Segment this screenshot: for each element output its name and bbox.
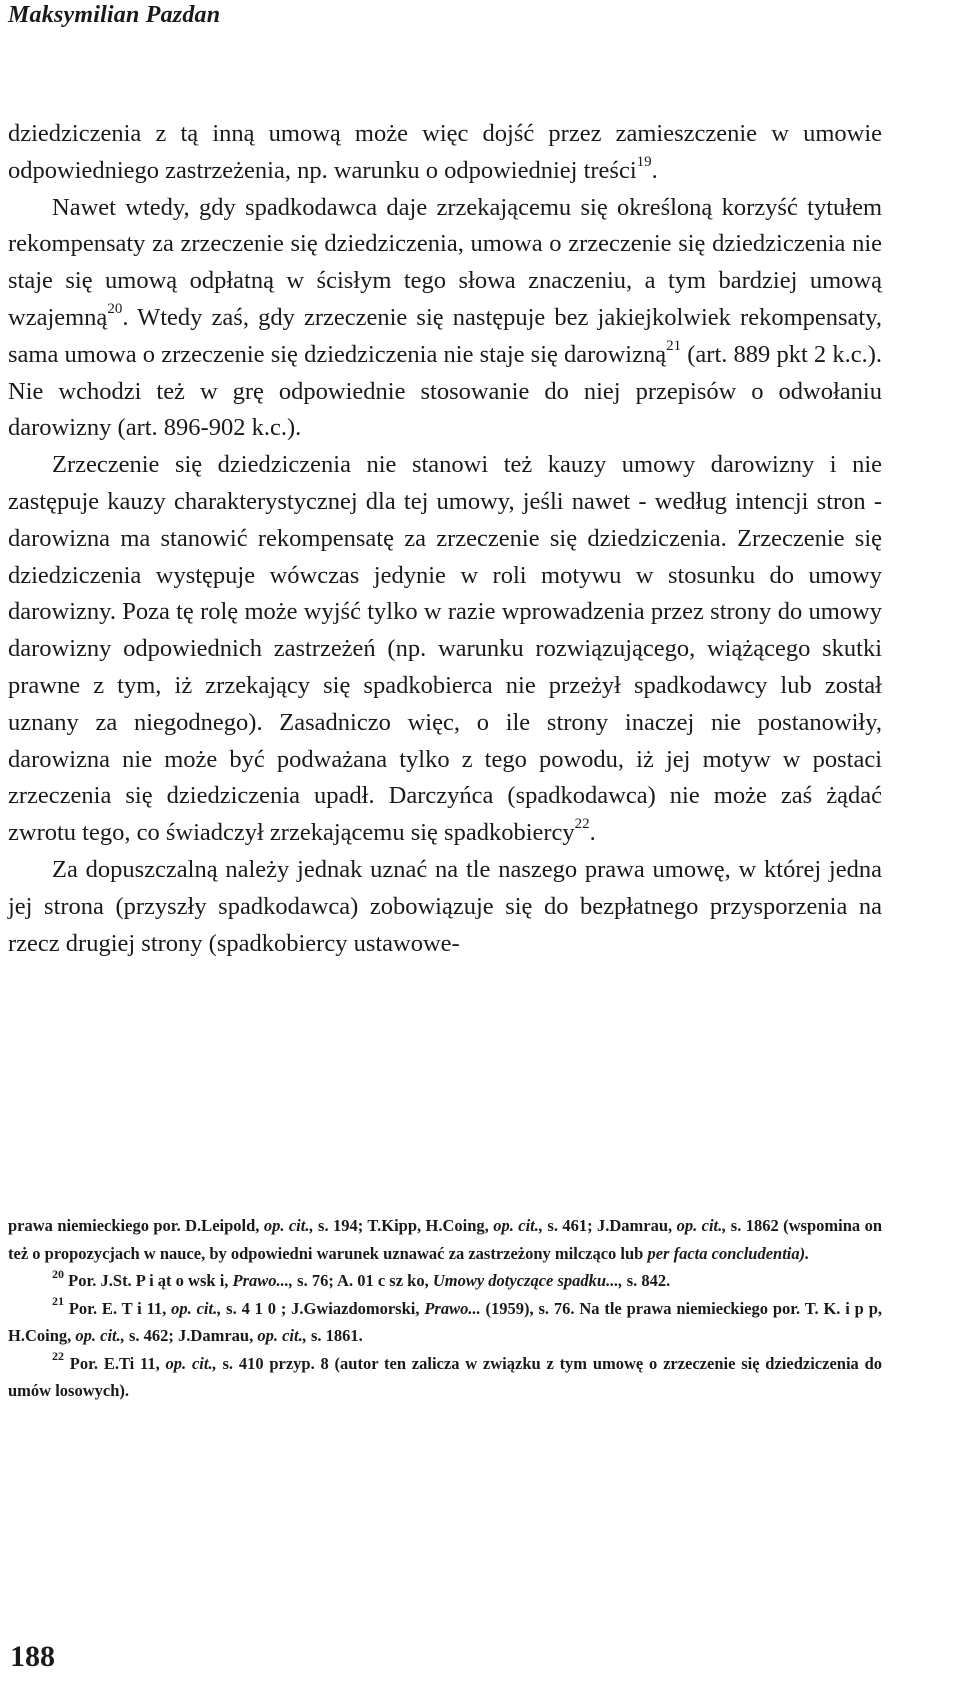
footnote-20-text-c: s. 842. <box>622 1271 671 1290</box>
footnote-20-text-b: s. 76; A. 01 c sz ko, <box>293 1271 433 1290</box>
footnote-cont-text-b: s. 194; T.Kipp, H.Coing, <box>313 1216 494 1235</box>
footnote-20-italic-a: Prawo..., <box>232 1271 294 1290</box>
footnote-ref-21: 21 <box>666 337 682 354</box>
page-number: 188 <box>10 1640 55 1673</box>
paragraph-4 <box>8 852 882 962</box>
footnote-22 <box>8 1350 882 1405</box>
paragraph-4-text: Za dopuszczalną należy jednak uznać na tle naszego prawa umowę, w której jedna jej strona (przyszły spadkodawca) zobowiązuje się do bezpłatnego przysporzenia na rzecz drugiej strony (spadkobiercy ustawowe- <box>8 855 882 957</box>
paragraph-1-end: . <box>651 156 658 184</box>
paragraph-2-part-b: . Wtedy zaś, gdy zrzeczenie się następuje bez jakiejkolwiek rekompensaty, sama umowa o zrzeczenie się dziedziczenia nie staje się darowizną <box>8 303 882 368</box>
footnote-21-italic-b: Prawo... <box>424 1298 481 1318</box>
paragraph-3 <box>8 447 882 852</box>
footnote-21-text-c: (1959), s. 76. Na tle prawa niemieckiego por. T. K. i p p, H.Coing, <box>8 1298 883 1345</box>
footnote-21-text-a: Por. E. T i 11, <box>64 1298 172 1318</box>
footnote-cont-italic-d: per facta concludentia). <box>647 1243 810 1263</box>
footnote-20-text-a: Por. J.St. P i ąt o wsk i, <box>64 1271 233 1290</box>
paragraph-3-end: . <box>589 819 596 847</box>
footnote-cont-italic-b: op. cit., <box>493 1216 543 1235</box>
footnote-21-text-d: s. 462; J.Damrau, <box>124 1326 258 1345</box>
body-text <box>8 116 882 962</box>
footnote-cont-italic-c: op. cit., <box>676 1216 727 1235</box>
paragraph-1 <box>8 116 882 190</box>
paragraph-2-part-a: Nawet wtedy, gdy spadkodawca daje zrzekającemu się określoną korzyść tytułem rekompensaty za zrzeczenie się dziedziczenia, umowa o zrzeczenie się dziedziczenia nie staje się umową odpłatną w ścisłym tego słowa znaczeniu, a tym bardziej umową wzajemną <box>8 193 882 331</box>
footnote-21-text-b: s. 4 1 0 ; J.Gwiazdomorski, <box>221 1298 425 1318</box>
footnote-ref-19: 19 <box>636 153 652 170</box>
footnote-ref-20: 20 <box>107 300 123 317</box>
footnote-21-number: 21 <box>52 1294 64 1308</box>
paragraph-1-text: dziedziczenia z tą inną umową może więc dojść przez zamieszczenie w umowie odpowiedniego zastrzeżenia, np. warunku o odpowiedniej treści <box>8 120 882 184</box>
footnote-ref-22: 22 <box>574 815 590 832</box>
footnote-21-italic-d: op. cit., <box>257 1326 307 1345</box>
paragraph-2 <box>8 190 882 448</box>
footnote-21 <box>8 1295 882 1350</box>
running-head: Maksymilian Pazdan <box>8 2 221 28</box>
footnote-22-italic-a: op. cit., <box>165 1353 217 1373</box>
footnote-21-text-e: s. 1861. <box>306 1326 363 1345</box>
paragraph-3-text: Zrzeczenie się dziedziczenia nie stanowi też kauzy umowy darowizny i nie zastępuje kauzy charakterystycznej dla tej umowy, jeśli nawet - według intencji stron - darowizna ma stanowić rekompensatę za zrzeczenie się dziedziczenia. Zrzeczenie się dziedziczenia występuje wówczas jedynie w roli motywu w stosunku do umowy darowizny. Poza tę rolę może wyjść tylko w razie wprowadzenia przez strony do umowy darowizny odpowiednich zastrzeżeń (np. warunku rozwiązującego, wiążącego skutki prawne z tym, iż zrzekający się spadkobierca nie przeżył spadkodawcy lub został uznany za niegodnego). Zasadniczo więc, o ile strony inaczej nie postanowiły, darowizna nie może być podważana tylko z tego powodu, iż jej motyw w postaci zrzeczenia się dziedziczenia upadł. Darczyńca (spadkodawca) nie może zaś żądać zwrotu tego, co świadczył zrzekającemu się spadkobiercy <box>8 451 882 847</box>
footnote-20 <box>8 1267 882 1295</box>
footnote-21-italic-a: op. cit., <box>171 1298 222 1318</box>
paragraph-2-part-c: (art. 889 pkt 2 k.c.). Nie wchodzi też w grę odpowiednie stosowanie do niej przepisów o odwołaniu darowizny (art. 896-902 k.c.). <box>8 340 882 442</box>
footnote-cont-italic-a: op. cit., <box>263 1216 314 1235</box>
footnote-20-italic-b: Umowy dotyczące spadku..., <box>432 1271 623 1290</box>
footnote-22-text-b: s. 410 przyp. 8 (autor ten zalicza w związku z tym umowę o zrzeczenie się dziedziczenia do umów losowych). <box>8 1353 882 1400</box>
footnote-20-number: 20 <box>52 1266 64 1281</box>
footnote-21-italic-c: op. cit., <box>75 1326 125 1345</box>
footnote-22-text-a: Por. E.Ti 11, <box>64 1353 166 1373</box>
footnote-22-number: 22 <box>52 1349 64 1363</box>
footnote-continuation <box>8 1212 882 1267</box>
footnote-cont-text-d: s. 1862 (wspomina on też o propozycjach w nauce, by odpowiedni warunek uznawać za zastrzeżony milcząco lub <box>8 1216 882 1263</box>
footnote-cont-text-a: prawa niemieckiego por. D.Leipold, <box>8 1216 264 1235</box>
footnote-cont-text-c: s. 461; J.Damrau, <box>543 1216 677 1235</box>
footnotes <box>8 1212 882 1405</box>
